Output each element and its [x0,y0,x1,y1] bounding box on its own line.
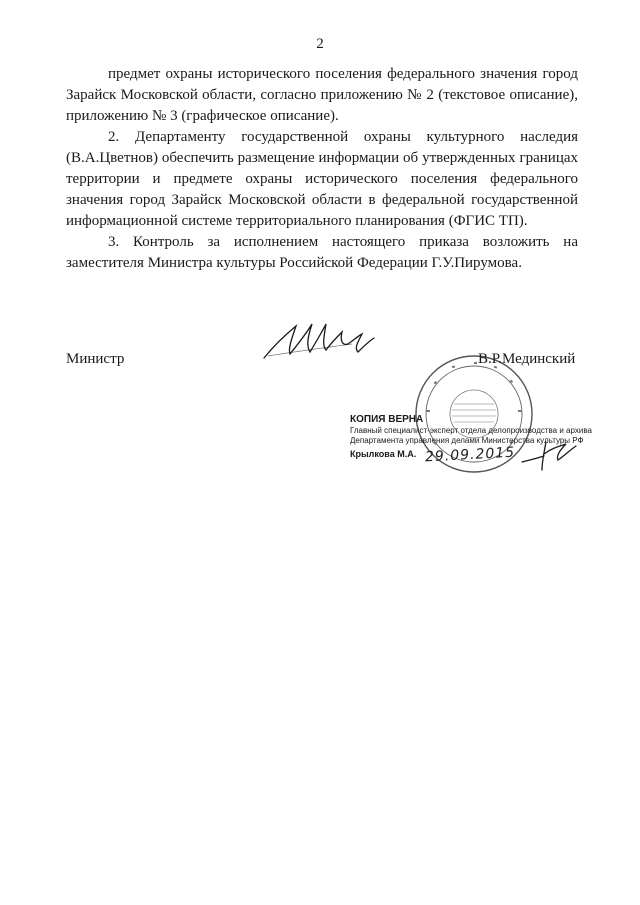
copy-signature [520,438,580,472]
copy-stamp-date: 29.09.2015 [424,444,516,466]
page-number: 2 [316,36,324,52]
paragraph-3: 3. Контроль за исполнением настоящего приказа возложить на заместителя Министра культуры Российской Федерации Г.У.Пирумова. [66,234,578,271]
paragraph-1: предмет охраны исторического поселения федерального значения город Зарайск Московской области, согласно приложению № 2 (текстовое описание), приложению № 3 (графическое описание). [66,66,578,124]
copy-stamp-line-2: Департамента управления делами Министерства культуры РФ [350,436,584,445]
copy-stamp-title: КОПИЯ ВЕРНА [350,414,424,425]
copy-stamp-line-1: Главный специалист-эксперт отдела делопроизводства и архива [350,426,592,435]
paragraph-2: 2. Департаменту государственной охраны культурного наследия (В.А.Цветнов) обеспечить размещение информации об утвержденных границах территории и предмете охраны исторического поселения федерального значения город Зарайск Московской области в федеральной государственной информационной системе территориального планирования (ФГИС ТП). [66,129,578,229]
copy-stamp-name: Крылкова М.А. [350,449,417,459]
minister-title: Министр [66,351,125,367]
minister-name: В.Р.Мединский [478,351,576,367]
minister-signature [262,318,382,363]
